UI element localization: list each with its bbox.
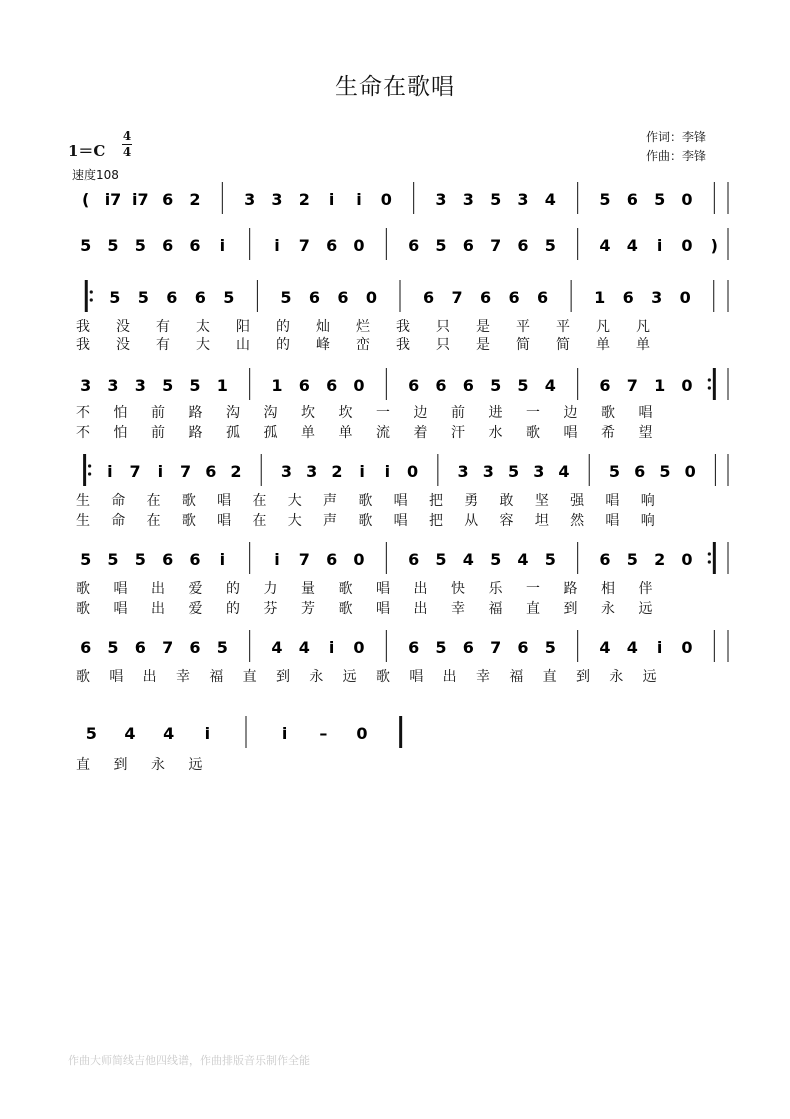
note: 2 (331, 462, 343, 481)
repeat-dot (708, 552, 711, 555)
note: 2 (230, 462, 242, 481)
note: 5 (109, 288, 121, 307)
repeat-dot (708, 378, 711, 381)
note: i (656, 236, 663, 255)
note: 6 (462, 376, 474, 395)
note: 4 (544, 376, 556, 395)
note: 0 (353, 376, 365, 395)
repeat-dot (708, 560, 711, 563)
note: 6 (337, 288, 349, 307)
note: 0 (356, 724, 368, 743)
note: 0 (353, 638, 365, 657)
note: 5 (544, 236, 556, 255)
note: ( (82, 190, 90, 209)
repeat-dot (88, 472, 91, 475)
note: 5 (80, 236, 92, 255)
note: 5 (134, 550, 146, 569)
note: 3 (134, 376, 146, 395)
note: 5 (107, 236, 119, 255)
note: 5 (608, 462, 621, 481)
note: 3 (80, 376, 92, 395)
note: 6 (134, 638, 146, 657)
note: 6 (508, 288, 520, 307)
note: 5 (435, 236, 447, 255)
note: i (107, 462, 113, 481)
composer-credit: 作曲：李锋 (646, 149, 707, 163)
note: 6 (537, 288, 549, 307)
note: i (359, 462, 365, 481)
note: 6 (517, 236, 529, 255)
time-signature-bottom: 4 (122, 145, 132, 159)
note: 3 (457, 462, 469, 481)
note: 6 (408, 376, 420, 395)
note: 6 (189, 638, 201, 657)
song-title: 生命在歌唱 (335, 74, 455, 100)
note: 5 (654, 190, 666, 209)
note: 4 (599, 638, 611, 657)
note: 6 (326, 550, 338, 569)
note: 6 (599, 550, 611, 569)
note: 0 (681, 638, 693, 657)
note: 5 (490, 550, 502, 569)
note: 7 (129, 462, 141, 481)
note: 6 (517, 638, 529, 657)
note: i (328, 638, 335, 657)
note: i (656, 638, 663, 657)
repeat-dot (90, 290, 93, 293)
note: 6 (599, 376, 611, 395)
note: 7 (626, 376, 638, 395)
note: i (281, 724, 288, 743)
note: 5 (435, 638, 447, 657)
note: 6 (422, 288, 435, 307)
note: 6 (308, 288, 321, 307)
note: 1 (654, 376, 666, 395)
note: 3 (271, 190, 283, 209)
note: 5 (659, 462, 671, 481)
note: 7 (490, 638, 502, 657)
note: 3 (107, 376, 119, 395)
note: 6 (479, 288, 492, 307)
note: 7 (179, 462, 192, 481)
note: 5 (280, 288, 292, 307)
repeat-dot (88, 464, 91, 467)
time-signature-top: 4 (122, 129, 132, 143)
note: 5 (490, 190, 502, 209)
note: 5 (137, 288, 149, 307)
note: 6 (80, 638, 92, 657)
note: 4 (558, 462, 570, 481)
note: i (328, 190, 335, 209)
note: 2 (189, 190, 201, 209)
note: 5 (544, 638, 556, 657)
note: 3 (435, 190, 447, 209)
note: i (219, 550, 226, 569)
note: 6 (298, 376, 310, 395)
note: 5 (107, 638, 119, 657)
note: 0 (681, 236, 693, 255)
note: 6 (435, 376, 447, 395)
note: 5 (85, 724, 97, 743)
note: 6 (622, 288, 634, 307)
note: 5 (223, 288, 235, 307)
note: 7 (490, 236, 502, 255)
note: 4 (626, 236, 638, 255)
note: 6 (408, 236, 420, 255)
note: 5 (507, 462, 520, 481)
note: 6 (162, 550, 174, 569)
note: 3 (280, 462, 293, 481)
note: 6 (408, 638, 420, 657)
note: 5 (216, 638, 228, 657)
note: 5 (107, 550, 119, 569)
note: 6 (194, 288, 206, 307)
note: 0 (380, 190, 392, 209)
note: 4 (462, 550, 474, 569)
note: i (356, 190, 362, 209)
note: 6 (326, 376, 338, 395)
note: 5 (517, 376, 529, 395)
note: 4 (626, 638, 638, 657)
note: 6 (626, 190, 638, 209)
note: i (219, 236, 226, 255)
note: 6 (189, 550, 201, 569)
tempo-marking: 速度108 (72, 168, 119, 182)
note: 1 (271, 376, 283, 395)
note: 4 (544, 190, 556, 209)
note: 3 (651, 288, 663, 307)
key-signature: 1＝C (68, 142, 106, 160)
note: 0 (681, 550, 693, 569)
lyricist-credit: 作词：李锋 (646, 130, 707, 144)
note: 6 (326, 236, 338, 255)
note: 5 (189, 376, 201, 395)
note: 3 (244, 190, 256, 209)
note: 5 (162, 376, 174, 395)
note: 5 (134, 236, 146, 255)
note: i (157, 462, 164, 481)
note: 1 (594, 288, 606, 307)
note: 3 (517, 190, 529, 209)
note: 4 (271, 638, 283, 657)
note: 5 (544, 550, 556, 569)
note: 0 (353, 550, 365, 569)
note: 6 (189, 236, 201, 255)
note: 3 (533, 462, 545, 481)
note: 3 (482, 462, 494, 481)
note: 4 (124, 724, 136, 743)
note: 0 (353, 236, 365, 255)
note: 5 (599, 190, 611, 209)
note: 5 (80, 550, 92, 569)
note: ) (710, 236, 718, 255)
note: 6 (634, 462, 646, 481)
note: i7 (132, 190, 149, 209)
note: 6 (408, 550, 420, 569)
note: 0 (681, 376, 693, 395)
note: i (384, 462, 391, 481)
note: i7 (104, 190, 122, 209)
note: 6 (166, 288, 178, 307)
note: i (274, 236, 280, 255)
note: 6 (205, 462, 217, 481)
note: 3 (306, 462, 318, 481)
note: 7 (298, 236, 310, 255)
note: i (274, 550, 280, 569)
note: 6 (462, 638, 474, 657)
note: 6 (162, 190, 174, 209)
note: 2 (654, 550, 666, 569)
note: 5 (435, 550, 447, 569)
note: 4 (599, 236, 611, 255)
note: 4 (163, 724, 175, 743)
note: 2 (298, 190, 310, 209)
note: 0 (681, 190, 693, 209)
footer-watermark: 作曲大师简线吉他四线谱，作曲排版音乐制作全能 (68, 1054, 310, 1067)
note: 5 (626, 550, 638, 569)
note: 5 (490, 376, 502, 395)
note: 3 (462, 190, 474, 209)
note: 7 (298, 550, 310, 569)
note: 0 (365, 288, 378, 307)
repeat-dot (708, 386, 711, 389)
note: 7 (162, 638, 174, 657)
repeat-dot (90, 298, 93, 301)
note: i (204, 724, 211, 743)
note: 7 (451, 288, 463, 307)
note: 6 (462, 236, 474, 255)
note: 0 (684, 462, 696, 481)
note: – (319, 724, 328, 743)
note: 1 (216, 376, 228, 395)
note: 6 (162, 236, 174, 255)
note: 4 (517, 550, 529, 569)
note: 4 (298, 638, 310, 657)
note: 0 (407, 462, 419, 481)
note: 0 (679, 288, 691, 307)
